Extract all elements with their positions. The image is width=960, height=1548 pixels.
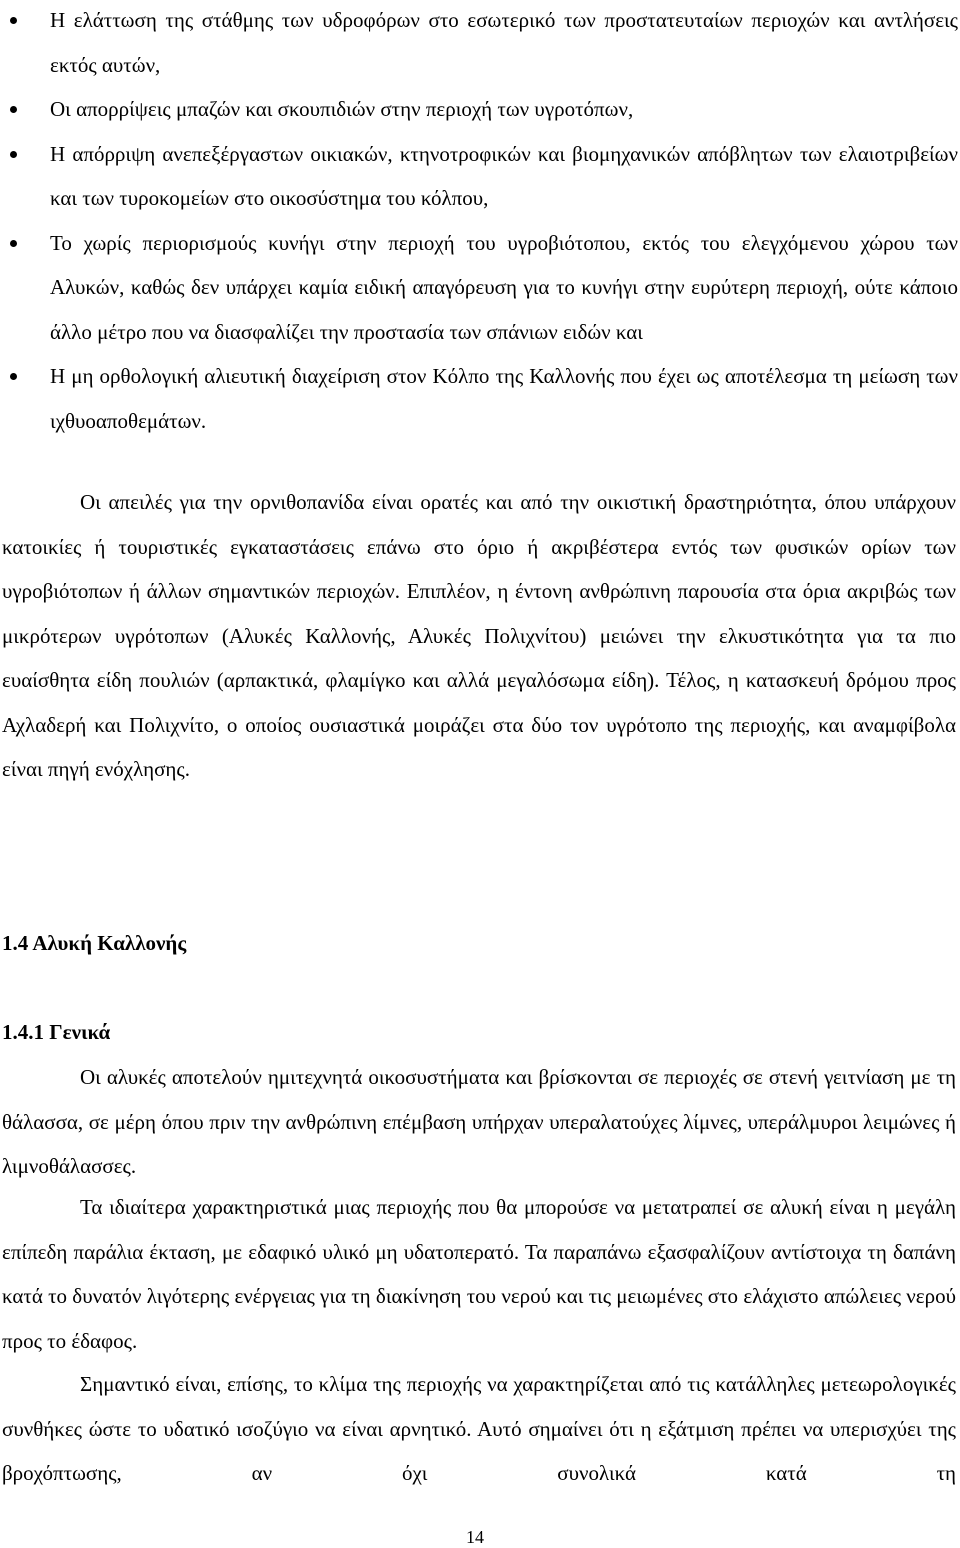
page-number: 14 xyxy=(466,1527,484,1547)
bullet-text: Το χωρίς περιορισμούς κυνήγι στην περιοχή του υγροβιότοπου, εκτός του ελεγχόμενου χώρου των Αλυκών, καθώς δεν υπάρχει καμία ειδική απαγόρευση για το κυνήγι στην ευρύτερη περιοχή, ούτε κάποιο άλλο μέτρο που να διασφαλίζει την προστασία των σπάνιων ειδών και xyxy=(50,230,958,344)
bullet-text: Η μη ορθολογική αλιευτική διαχείριση στον Κόλπο της Καλλονής που έχει ως αποτέλεσμα τη μείωση των ιχθυοαποθεμάτων. xyxy=(50,364,958,433)
bullet-item-fishing xyxy=(0,354,960,443)
bullet-text: Η ελάττωση της στάθμης των υδροφόρων στο εσωτερικό των προστατευταίων περιοχών και αντλήσεις εκτός αυτών, xyxy=(50,8,958,77)
paragraph-threats: Οι απειλές για την ορνιθοπανίδα είναι ορατές και από την οικιστική δραστηριότητα, όπου υπάρχουν κατοικίες ή τουριστικές εγκαταστάσεις επάνω στο όριο ή ακριβέστερα εντός των φυσικών ορίων των υγροβιότοπων ή άλλων σημαντικών περιοχών. Επιπλέον, η έντονη ανθρώπινη παρουσία στα όρια ακριβώς των μικρότερων υγρότοπων (Αλυκές Καλλονής, Αλυκές Πολιχνίτου) μειώνει την ελκυστικότητα για τα πιο ευαίσθητα είδη πουλιών (αρπακτικά, φλαμίγκο και αλλά μεγαλόσωμα είδη). Τέλος, η κατασκευή δρόμου προς Αχλαδερή και Πολιχνίτο, ο οποίος ουσιαστικά μοιράζει στα δύο τον υγρότοπο της περιοχής, και αναμφίβολα είναι πηγή ενόχλησης. xyxy=(2,490,956,781)
bullet-dot-icon xyxy=(10,240,17,247)
bullet-dot-icon xyxy=(10,373,17,380)
threats-bullet-list xyxy=(0,0,960,443)
subsection-heading: 1.4.1 Γενικά xyxy=(2,1020,111,1044)
paragraph-climate: Σημαντικό είναι, επίσης, το κλίμα της περιοχής να χαρακτηρίζεται από τις κατάλληλες μετεωρολογικές συνθήκες ώστε το υδατικό ισοζύγιο να είναι αρνητικό. Αυτό σημαίνει ότι η εξάτμιση πρέπει να υπερισχύει της βροχόπτωσης, αν όχι συνολικά κατά τη xyxy=(2,1372,956,1485)
bullet-dot-icon xyxy=(10,151,17,158)
bullet-item-debris xyxy=(0,87,960,132)
bullet-dot-icon xyxy=(10,106,17,113)
bullet-text: Η απόρριψη ανεπεξέργαστων οικιακών, κτηνοτροφικών και βιομηχανικών απόβλητων των ελαιοτριβείων και των τυροκομείων στο οικοσύστημα του κόλπου, xyxy=(50,141,958,210)
paragraph-features: Τα ιδιαίτερα χαρακτηριστικά μιας περιοχής που θα μπορούσε να μετατραπεί σε αλυκή είναι η μεγάλη επίπεδη παράλια έκταση, με εδαφικό υλικό μη υδατοπερατό. Τα παραπάνω εξασφαλίζουν αντίστοιχα τη δαπάνη κατά το δυνατόν λιγότερης ενέργειας για τη διακίνηση του νερού και τις μειωμένες στο ελάχιστο απώλειες νερού προς το έδαφος. xyxy=(2,1195,956,1353)
paragraph-general: Οι αλυκές αποτελούν ημιτεχνητά οικοσυστήματα και βρίσκονται σε περιοχές σε στενή γειτνίαση με τη θάλασσα, σε μέρη όπου πριν την ανθρώπινη επέμβαση υπήρχαν υπεραλατούχες λίμνες, υπεράλμυροι λειμώνες ή λιμνοθάλασσες. xyxy=(2,1065,956,1178)
bullet-item-waste xyxy=(0,132,960,221)
section-heading: 1.4 Αλυκή Καλλονής xyxy=(2,931,187,955)
bullet-item-hunting xyxy=(0,221,960,355)
bullet-dot-icon xyxy=(10,17,17,24)
bullet-text: Οι απορρίψεις μπαζών και σκουπιδιών στην περιοχή των υγροτόπων, xyxy=(50,97,634,121)
bullet-item-water-table xyxy=(0,0,960,87)
